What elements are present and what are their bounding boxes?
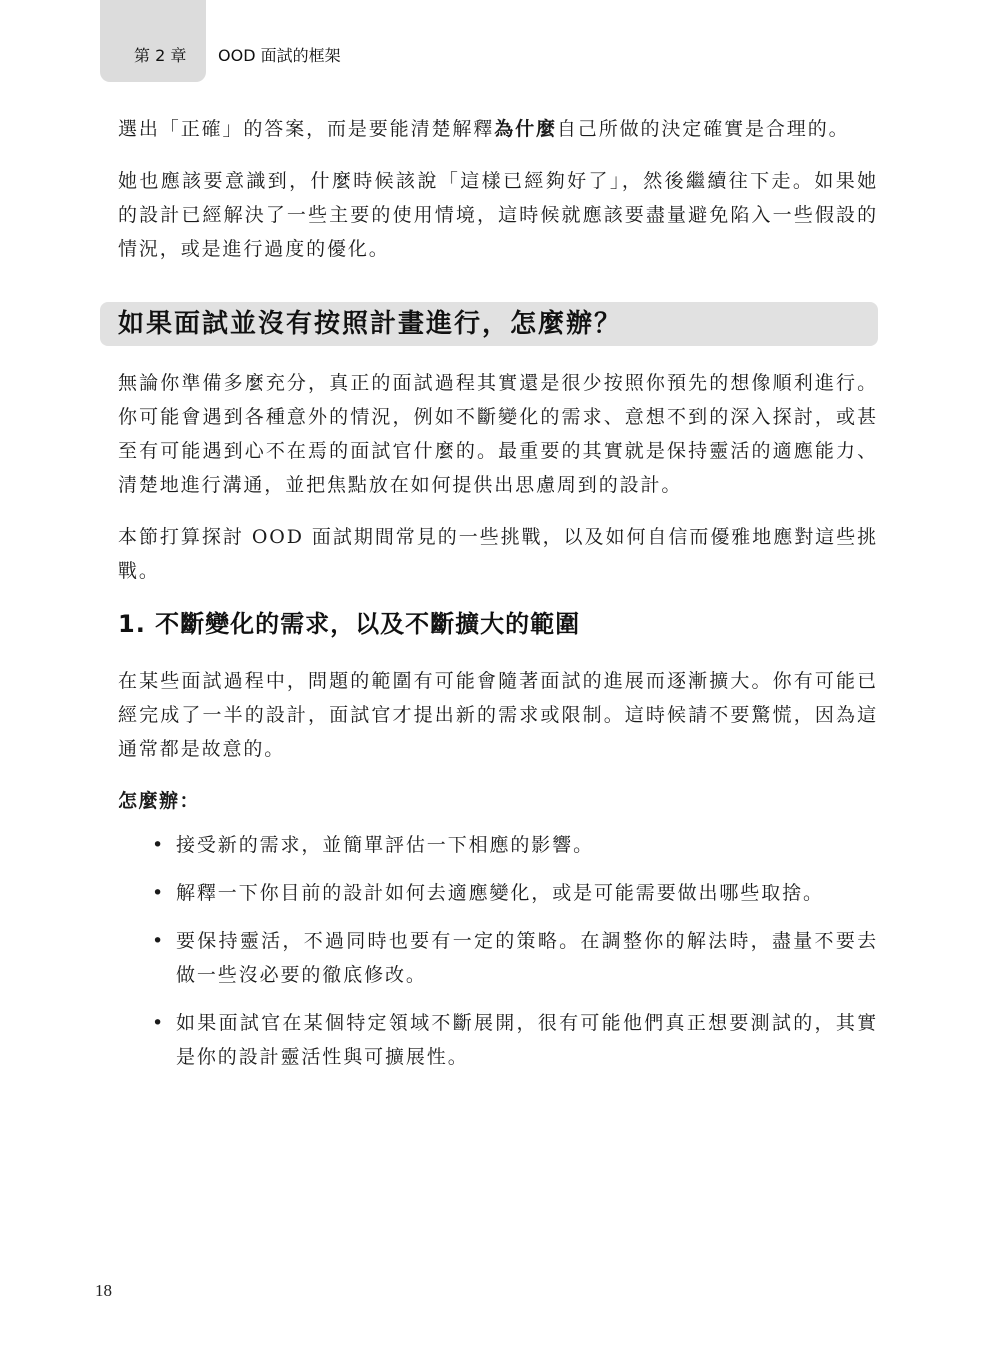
- chapter-number: 第 2 章: [134, 46, 187, 65]
- chapter-tab: [100, 0, 206, 82]
- intro-paragraph-2: 她也應該要意識到，什麼時候該說「這樣已經夠好了」，然後繼續往下走。如果她的設計已經解決了一些主要的使用情境，這時候就應該要盡量避免陷入一些假設的情況，或是進行過度的優化。: [118, 170, 878, 260]
- list-item-text: 接受新的需求，並簡單評估一下相應的影響。: [176, 834, 595, 856]
- bullet-icon: •: [152, 834, 164, 856]
- section-paragraph-1: 無論你準備多麼充分，真正的面試過程其實還是很少按照你預先的想像順利進行。你可能會遇到各種意外的情況，例如不斷變化的需求、意想不到的深入探討，或甚至有可能遇到心不在焉的面試官什麼的。最重要的其實就是保持靈活的適應能力、清楚地進行溝通，並把焦點放在如何提供出思慮周到的設計。: [118, 372, 878, 496]
- section-heading-bar: [100, 302, 878, 346]
- page-number: 18: [95, 1281, 112, 1300]
- running-header: [134, 44, 341, 68]
- subsection-paragraph: 在某些面試過程中，問題的範圍有可能會隨著面試的進展而逐漸擴大。你有可能已經完成了一半的設計，面試官才提出新的需求或限制。這時候請不要驚慌，因為這通常都是故意的。: [118, 670, 878, 760]
- intro-paragraph-1: [118, 112, 878, 146]
- section-heading: 如果面試並沒有按照計畫進行，怎麼辦？: [118, 309, 623, 339]
- howto-label: 怎麼辦：: [118, 790, 201, 812]
- bullet-icon: •: [152, 930, 164, 952]
- list-item-text: 解釋一下你目前的設計如何去適應變化，或是可能需要做出哪些取捨。: [176, 882, 824, 904]
- bullet-icon: •: [152, 1012, 164, 1034]
- page-content: [118, 112, 878, 1088]
- list-item: [118, 828, 878, 862]
- intro-emphasis: 為什麼: [494, 118, 557, 140]
- intro-text-after: 自己所做的決定確實是合理的。: [556, 118, 850, 140]
- howto-list: [118, 828, 878, 1074]
- subsection-heading: 1. 不斷變化的需求，以及不斷擴大的範圍: [118, 610, 581, 638]
- list-item: [118, 1006, 878, 1074]
- list-item-text: 要保持靈活，不過同時也要有一定的策略。在調整你的解法時，盡量不要去做一些沒必要的徹底修改。: [176, 930, 878, 986]
- list-item: [118, 876, 878, 910]
- intro-text-before: 選出「正確」的答案，而是要能清楚解釋: [118, 118, 495, 140]
- list-item-text: 如果面試官在某個特定領域不斷展開，很有可能他們真正想要測試的，其實是你的設計靈活性與可擴展性。: [176, 1012, 878, 1068]
- section-paragraph-2: 本節打算探討 OOD 面試期間常見的一些挑戰，以及如何自信而優雅地應對這些挑戰。: [118, 526, 878, 582]
- bullet-icon: •: [152, 882, 164, 904]
- chapter-title: OOD 面試的框架: [218, 46, 341, 65]
- list-item: [118, 924, 878, 992]
